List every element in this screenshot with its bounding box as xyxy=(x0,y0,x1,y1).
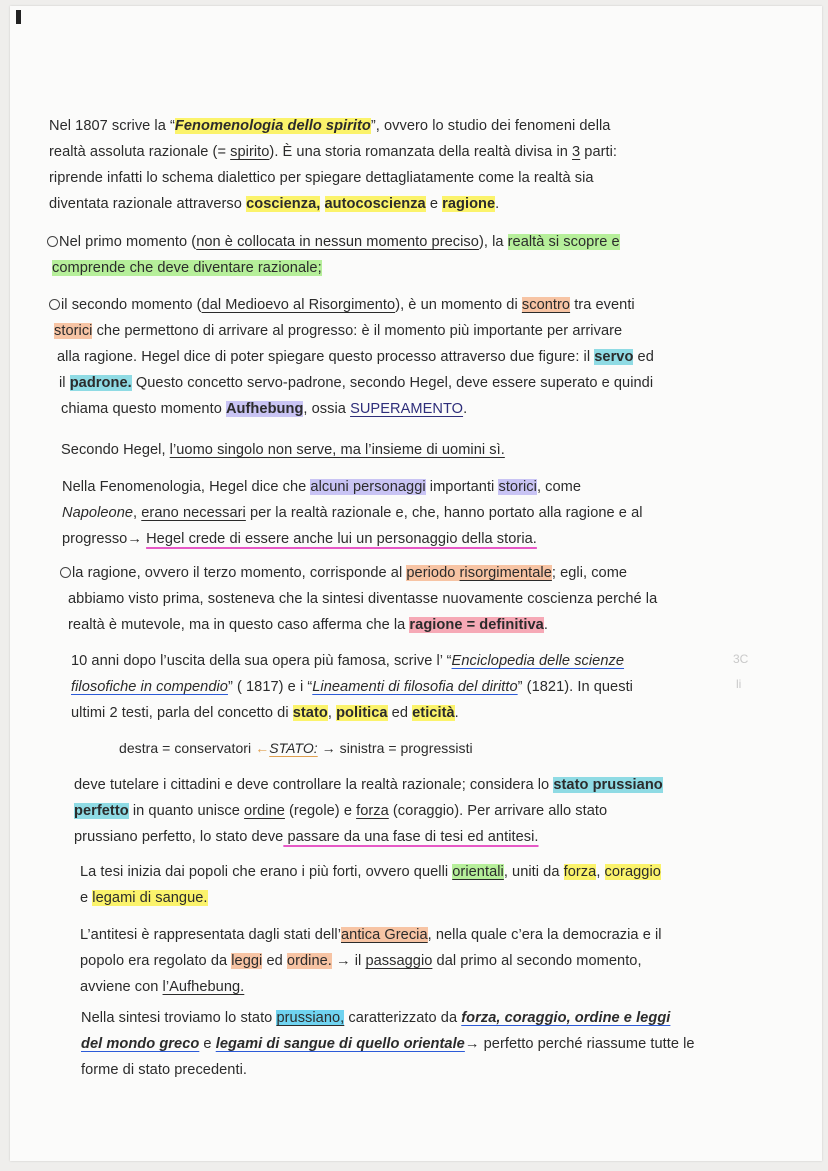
text-line xyxy=(49,139,617,165)
underlined-phrase: dal Medioevo al Risorgimento xyxy=(201,297,396,313)
text-line xyxy=(74,798,663,824)
underlined-phrase: erano necessari xyxy=(141,505,246,521)
text-run: . xyxy=(495,196,500,212)
paragraph-fenomenologia xyxy=(49,113,617,217)
text-line: riprende infatti lo schema dialettico per spiegare dettagliatamente come la realtà sia xyxy=(49,170,594,186)
text-run: , xyxy=(596,864,605,880)
text-line: abbiamo visto prima, sosteneva che la sintesi diventasse nuovamente coscienza perché la xyxy=(68,591,658,607)
text-line xyxy=(47,255,620,281)
text-run: , nella quale c’era la democrazia e il xyxy=(427,927,662,943)
paragraph-sintesi xyxy=(81,1005,695,1083)
paragraph-secondo-momento xyxy=(49,292,654,422)
text-run: deve tutelare i cittadini e deve controllare la realtà razionale; considera lo xyxy=(74,777,554,793)
paragraph-enciclopedia xyxy=(71,648,633,726)
text-run: Nel primo momento ( xyxy=(59,234,197,250)
text-run: e xyxy=(425,196,443,212)
text-run: Nella sintesi troviamo lo stato xyxy=(81,1010,277,1026)
book-title: filosofiche in compendio xyxy=(71,679,228,695)
text-run: ”, ovvero lo studio dei fenomeni della xyxy=(370,118,611,134)
text-line xyxy=(81,1005,695,1031)
text-run: parti: xyxy=(580,144,618,160)
text-run: L’antitesi è rappresentata dagli stati dell’ xyxy=(80,927,341,943)
text-run: in quanto unisce xyxy=(128,803,245,819)
text-line xyxy=(60,560,657,586)
label-sinistra: sinistra = progressisti xyxy=(339,740,473,756)
text-run: e xyxy=(80,890,93,906)
text-line xyxy=(71,700,633,726)
text-run: e xyxy=(199,1036,216,1052)
margin-mark: li xyxy=(736,677,742,691)
page-corner-mark xyxy=(16,10,21,24)
paragraph-personaggi xyxy=(62,474,643,552)
keyword-coscienza: coscienza, xyxy=(246,196,321,212)
text-line xyxy=(49,191,617,217)
book-title: Lineamenti di filosofia del diritto xyxy=(312,679,518,695)
text-run: dal primo al secondo momento, xyxy=(432,953,642,969)
text-line xyxy=(49,292,654,318)
keyword-legami-di-sangue: legami di sangue. xyxy=(92,890,208,906)
keyword-scontro: scontro xyxy=(521,297,571,313)
text-line xyxy=(49,113,617,139)
paragraph-stato-prussiano xyxy=(74,772,663,850)
text-run: prussiano perfetto, lo stato deve xyxy=(74,829,284,845)
underlined-phrase: Hegel crede di essere anche lui un personaggio della storia. xyxy=(146,531,537,547)
text-run: la ragione, ovvero il terzo momento, corrisponde al xyxy=(72,565,407,581)
paragraph-terzo-momento xyxy=(60,560,657,638)
text-run: ” (1821). In questi xyxy=(517,679,633,695)
text-line: forme di stato precedenti. xyxy=(81,1062,247,1078)
text-run: chiama questo momento xyxy=(61,401,226,417)
highlighted-phrase: del mondo greco xyxy=(81,1036,200,1052)
stato-diagram-line xyxy=(119,735,473,761)
text-run: (coraggio). Per arrivare allo stato xyxy=(388,803,608,819)
text-run: ed xyxy=(387,705,413,721)
text-run: caratterizzato da xyxy=(344,1010,462,1026)
keyword-forza: forza xyxy=(563,864,597,880)
text-run: 10 anni dopo l’uscita della sua opera più famosa, scrive l’ “ xyxy=(71,653,452,669)
underlined-phrase: non è collocata in nessun momento preciso xyxy=(196,234,479,250)
text-run: , xyxy=(327,705,337,721)
keyword-autocoscienza: autocoscienza xyxy=(324,196,426,212)
highlighted-phrase: periodo xyxy=(406,565,460,581)
text-run: , xyxy=(133,505,142,521)
highlighted-phrase: risorgimentale xyxy=(459,565,552,581)
underlined-phrase: l’uomo singolo non serve, ma l’insieme di uomini sì. xyxy=(169,442,505,458)
keyword-stato-prussiano: stato prussiano xyxy=(553,777,663,793)
bullet-icon xyxy=(60,567,71,578)
text-line xyxy=(80,922,662,948)
underlined-phrase: passare da una fase di tesi ed antitesi. xyxy=(283,829,539,845)
label-stato: STATO: xyxy=(269,740,318,756)
highlighted-phrase: comprende che deve diventare razionale; xyxy=(52,260,322,276)
text-run: Nel 1807 scrive la “ xyxy=(49,118,175,134)
text-run: , ossia xyxy=(303,401,351,417)
keyword-aufhebung: Aufhebung xyxy=(225,401,304,417)
text-run: diventata razionale attraverso xyxy=(49,196,247,212)
text-run: progresso→ xyxy=(62,531,147,547)
paragraph-antitesi xyxy=(80,922,662,1000)
text-run: ), è un momento di xyxy=(395,297,522,313)
keyword-coraggio: coraggio xyxy=(604,864,661,880)
text-line xyxy=(49,370,654,396)
text-run: . xyxy=(463,401,468,417)
text-run: importanti xyxy=(425,479,499,495)
text-run: , uniti da xyxy=(503,864,564,880)
arrow-right-icon: → xyxy=(317,740,340,756)
text-run: , come xyxy=(536,479,582,495)
text-run: → perfetto perché riassume tutte le xyxy=(464,1036,695,1052)
keyword-spirito: spirito xyxy=(230,144,270,160)
keyword-ragione-definitiva: ragione = definitiva xyxy=(409,617,544,633)
keyword-storici: storici xyxy=(54,323,93,339)
keyword-perfetto: perfetto xyxy=(74,803,129,819)
bullet-icon xyxy=(49,299,60,310)
keyword-padrone: padrone. xyxy=(69,375,132,391)
arrow-left-icon: ← xyxy=(255,740,270,756)
text-line xyxy=(80,974,662,1000)
highlighted-phrase: realtà si scopre e xyxy=(507,234,620,250)
text-run: (regole) e xyxy=(284,803,357,819)
text-run: ed xyxy=(633,349,654,365)
text-line xyxy=(47,229,620,255)
text-line xyxy=(81,1031,695,1057)
keyword-forza: forza xyxy=(356,803,389,819)
text-run: ), la xyxy=(478,234,508,250)
keyword-orientali: orientali xyxy=(452,864,504,880)
text-line xyxy=(74,824,663,850)
text-line xyxy=(49,396,654,422)
text-run: realtà assoluta razionale (= xyxy=(49,144,231,160)
text-run: Secondo Hegel, xyxy=(61,442,170,458)
keyword-servo: servo xyxy=(594,349,634,365)
paragraph-primo-momento xyxy=(47,229,620,281)
text-run: popolo era regolato da xyxy=(80,953,232,969)
text-line xyxy=(74,772,663,798)
text-line xyxy=(49,318,654,344)
text-run: ultimi 2 testi, parla del concetto di xyxy=(71,705,293,721)
keyword-aufhebung: l’Aufhebung. xyxy=(162,979,245,995)
highlighted-phrase: forza, coraggio, ordine e leggi xyxy=(461,1010,671,1026)
keyword-stato: stato xyxy=(292,705,328,721)
highlighted-phrase: alcuni personaggi xyxy=(310,479,426,495)
text-run: Nella Fenomenologia, Hegel dice che xyxy=(62,479,311,495)
text-run: tra eventi xyxy=(570,297,635,313)
text-run: ). È una storia romanzata della realtà divisa in xyxy=(269,144,573,160)
text-run: per la realtà razionale e, che, hanno portato alla ragione e al xyxy=(245,505,643,521)
number-3: 3 xyxy=(572,144,581,160)
keyword-ragione: ragione xyxy=(442,196,496,212)
keyword-leggi: leggi xyxy=(231,953,263,969)
text-line xyxy=(80,948,662,974)
text-line xyxy=(60,612,657,638)
text-run xyxy=(320,196,324,212)
text-run: ; egli, come xyxy=(551,565,628,581)
name-napoleone: Napoleone xyxy=(62,505,134,521)
keyword-ordine: ordine. xyxy=(286,953,332,969)
text-line xyxy=(62,500,643,526)
text-line xyxy=(49,344,654,370)
text-line xyxy=(71,674,633,700)
text-line xyxy=(119,735,473,761)
paragraph-tesi xyxy=(80,859,661,911)
text-run: avviene con xyxy=(80,979,163,995)
text-line xyxy=(80,885,661,911)
text-run: il secondo momento ( xyxy=(61,297,202,313)
highlighted-phrase: legami di sangue di quello orientale xyxy=(215,1036,465,1052)
text-run: realtà è mutevole, ma in questo caso afferma che la xyxy=(68,617,410,633)
bullet-icon xyxy=(47,236,58,247)
paragraph-uomo-singolo xyxy=(61,437,505,463)
keyword-antica-grecia: antica Grecia xyxy=(341,927,428,943)
keyword-ordine: ordine xyxy=(244,803,285,819)
book-title: Fenomenologia dello spirito xyxy=(174,118,371,134)
text-line xyxy=(62,526,643,552)
keyword-superamento: SUPERAMENTO xyxy=(350,401,464,417)
keyword-eticita: eticità xyxy=(412,705,455,721)
book-title: Enciclopedia delle scienze xyxy=(451,653,625,669)
text-run: . xyxy=(543,617,548,633)
text-run: ” ( 1817) e i “ xyxy=(227,679,313,695)
text-line xyxy=(61,437,505,463)
text-run: . xyxy=(454,705,459,721)
text-run: Questo concetto servo-padrone, secondo Hegel, deve essere superato e quindi xyxy=(131,375,654,391)
keyword-politica: politica xyxy=(336,705,388,721)
label-destra: destra = conservatori xyxy=(119,740,256,756)
margin-mark: 3C xyxy=(733,652,749,666)
text-run: → il xyxy=(331,953,366,969)
keyword-prussiano: prussiano, xyxy=(276,1010,345,1026)
text-run: alla ragione. Hegel dice di poter spiegare questo processo attraverso due figure: il xyxy=(57,349,595,365)
text-run: il xyxy=(59,375,70,391)
keyword-passaggio: passaggio xyxy=(365,953,433,969)
text-run: ed xyxy=(262,953,287,969)
text-run: che permettono di arrivare al progresso: è il momento più importante per arrivare xyxy=(92,323,623,339)
highlighted-phrase: storici xyxy=(498,479,537,495)
text-line xyxy=(80,859,661,885)
text-line xyxy=(71,648,633,674)
text-run: La tesi inizia dai popoli che erano i più forti, ovvero quelli xyxy=(80,864,453,880)
text-line xyxy=(62,474,643,500)
